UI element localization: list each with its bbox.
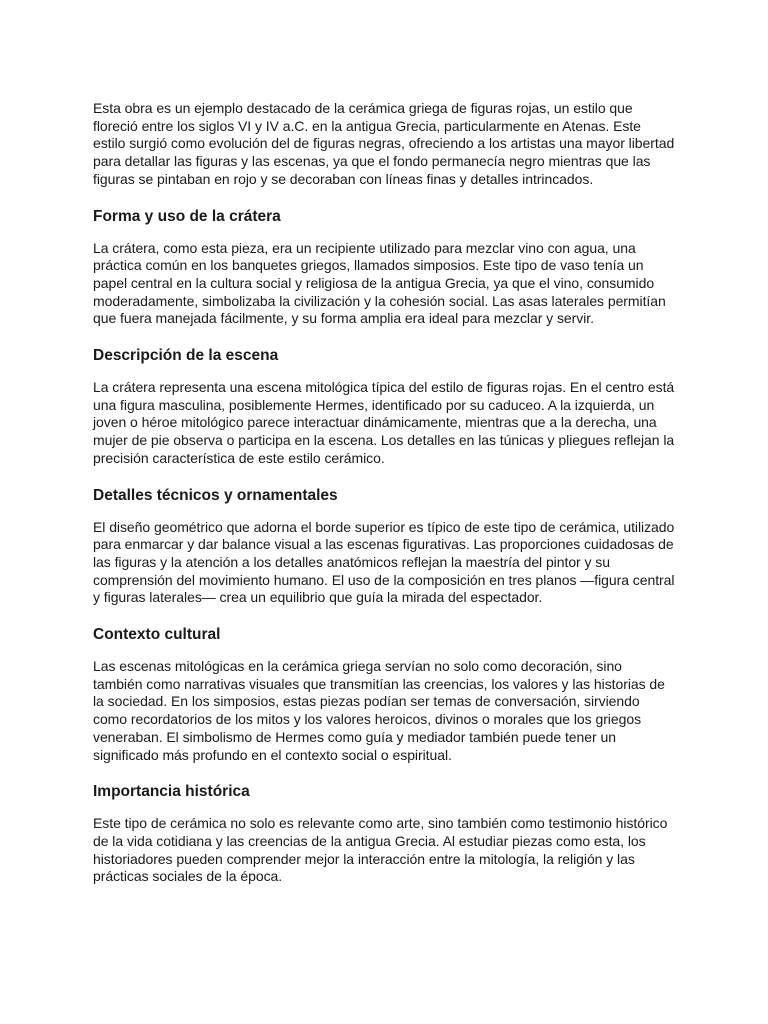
section-heading: Descripción de la escena	[93, 347, 279, 365]
section-heading: Importancia histórica	[93, 783, 250, 801]
section-paragraph: Este tipo de cerámica no solo es relevante como arte, sino también como testimonio histórico de la vida cotidiana y las creencias de la antigua Grecia. Al estudiar piezas como esta, los historiadores pueden comprender mejor la interacción entre la mitología, la religión y las prácticas sociales de la época.	[93, 815, 668, 885]
section-paragraph: La crátera representa una escena mitológica típica del estilo de figuras rojas. En el centro está una figura masculina, posiblemente Hermes, identificado por su caduceo. A la izquierda, un joven o héroe mitológico parece interactuar dinámicamente, mientras que a la derecha, una mujer de pie observa o participa en la escena. Los detalles en las túnicas y pliegues reflejan la precisión característica de este estilo cerámico.	[93, 379, 675, 466]
section-descripcion-escena	[93, 346, 675, 468]
section-heading: Forma y uso de la crátera	[93, 207, 281, 225]
document-page	[93, 100, 675, 904]
section-detalles-tecnicos	[93, 486, 675, 608]
section-paragraph: El diseño geométrico que adorna el borde superior es típico de este tipo de cerámica, utilizado para enmarcar y dar balance visual a las escenas figurativas. Las proporciones cuidadosas de las figuras y la atención a los detalles anatómicos reflejan la maestría del pintor y su comprensión del movimiento humano. El uso de la composición en tres planos —figura central y figuras laterales— crea un equilibrio que guía la mirada del espectador.	[93, 518, 675, 606]
section-heading: Detalles técnicos y ornamentales	[93, 486, 338, 504]
section-heading: Contexto cultural	[93, 626, 221, 644]
section-contexto-cultural	[93, 625, 675, 764]
section-forma-uso	[93, 207, 675, 329]
section-importancia-historica	[93, 782, 675, 886]
section-paragraph: Las escenas mitológicas en la cerámica griega servían no solo como decoración, sino también como narrativas visuales que transmitían las creencias, los valores y las historias de la sociedad. En los simposios, estas piezas podían ser temas de conversación, sirviendo como recordatorios de los mitos y los valores heroicos, divinos o morales que los griegos veneraban. El simbolismo de Hermes como guía y mediador también puede tener un significado más profundo en el contexto social o espiritual.	[93, 658, 665, 763]
section-paragraph: La crátera, como esta pieza, era un recipiente utilizado para mezclar vino con agua, una práctica común en los banquetes griegos, llamados simposios. Este tipo de vaso tenía un papel central en la cultura social y religiosa de la antigua Grecia, ya que el vino, consumido moderadamente, simbolizaba la civilización y la cohesión social. Las asas laterales permitían que fuera manejada fácilmente, y su forma amplia era ideal para mezclar y servir.	[93, 239, 666, 327]
intro-paragraph: Esta obra es un ejemplo destacado de la cerámica griega de figuras rojas, un estilo que floreció entre los siglos VI y IV a.C. en la antigua Grecia, particularmente en Atenas. Este estilo surgió como evolución del de figuras negras, ofreciendo a los artistas una mayor libertad para detallar las figuras y las escenas, ya que el fondo permanecía negro mientras que las figuras se pintaban en rojo y se decoraban con líneas finas y detalles intrincados.	[93, 100, 675, 187]
